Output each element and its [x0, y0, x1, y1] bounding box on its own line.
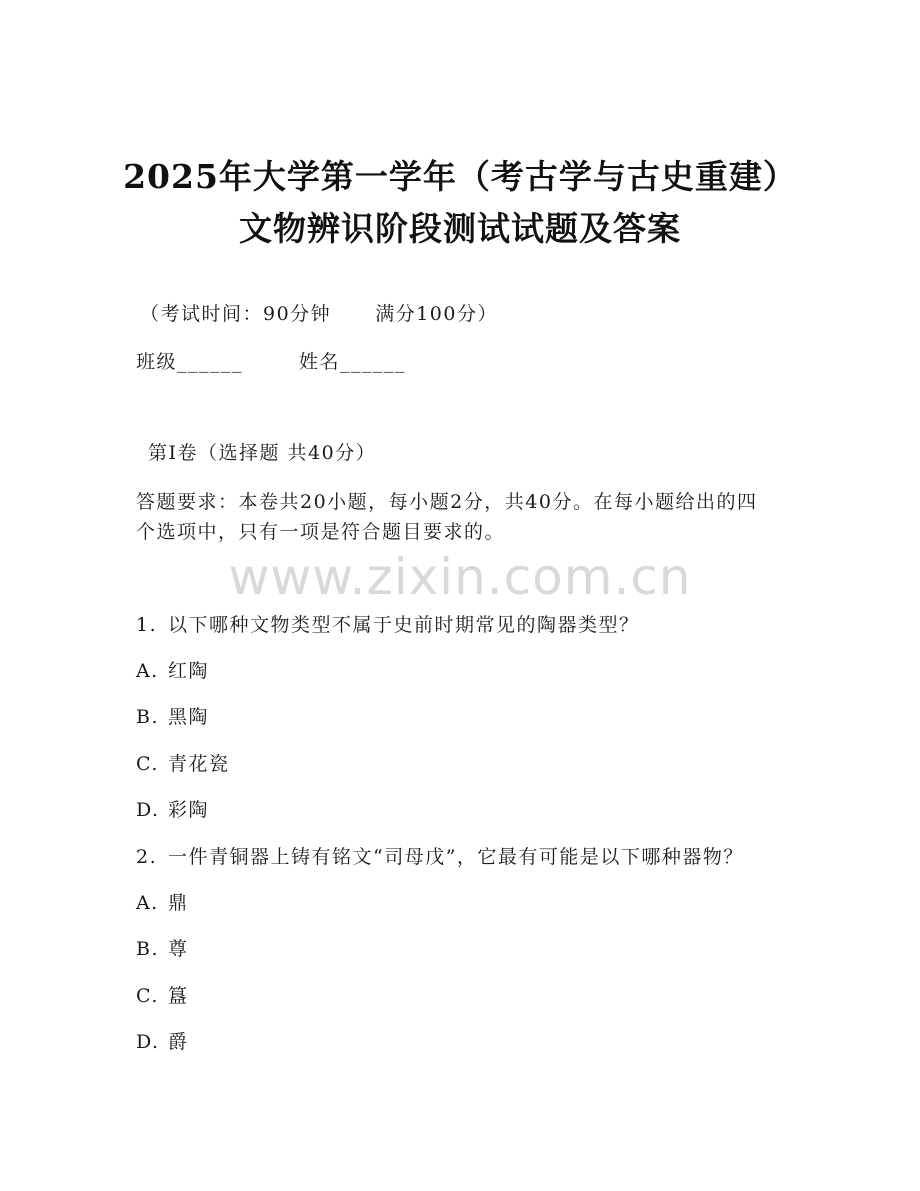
option-text: 尊 [168, 938, 189, 960]
question-2-option-d [136, 1030, 189, 1054]
section-heading: 第I卷（选择题 共40分） [148, 442, 377, 464]
option-text: 彩陶 [168, 799, 210, 821]
option-key: A. [136, 892, 159, 914]
question-1-option-a [136, 659, 209, 683]
exam-info [140, 302, 498, 326]
question-2-option-c [136, 984, 189, 1008]
question-text: 一件青铜器上铸有铭文“司母戊”，它最有可能是以下哪种器物？ [168, 846, 744, 868]
question-number: 1. [136, 614, 158, 636]
option-key: C. [136, 985, 159, 1007]
document-title-line1: 2025年大学第一学年（考古学与古史重建） [123, 157, 797, 196]
watermark: www.zixin.com.cn [228, 548, 692, 606]
option-text: 爵 [168, 1031, 189, 1053]
question-2-option-a [136, 891, 189, 915]
option-text: 鼎 [168, 892, 189, 914]
document-title-line2: 文物辨识阶段测试试题及答案 [239, 209, 681, 248]
exam-score: 满分100分） [375, 303, 498, 325]
option-text: 簋 [168, 985, 189, 1007]
option-key: B. [136, 938, 160, 960]
option-key: D. [136, 799, 160, 821]
option-key: B. [136, 706, 160, 728]
question-2 [136, 845, 744, 869]
class-field: 班级______ [136, 351, 244, 373]
student-fields [136, 350, 406, 374]
option-text: 黑陶 [168, 706, 210, 728]
option-key: A. [136, 660, 159, 682]
question-2-option-b [136, 937, 189, 961]
question-number: 2. [136, 846, 158, 868]
exam-time: （考试时间：90分钟 [140, 303, 332, 325]
question-1-option-c [136, 752, 230, 776]
option-text: 青花瓷 [168, 753, 230, 775]
answer-instructions: 答题要求：本卷共20小题，每小题2分，共40分。在每小题给出的四个选项中，只有一项是符合题目要求的。 [136, 491, 758, 543]
option-key: C. [136, 753, 159, 775]
option-key: D. [136, 1031, 160, 1053]
name-field: 姓名______ [299, 351, 407, 373]
question-text: 以下哪种文物类型不属于史前时期常见的陶器类型？ [168, 614, 640, 636]
question-1-option-b [136, 705, 209, 729]
option-text: 红陶 [168, 660, 210, 682]
question-1 [136, 613, 640, 637]
question-1-option-d [136, 798, 209, 822]
